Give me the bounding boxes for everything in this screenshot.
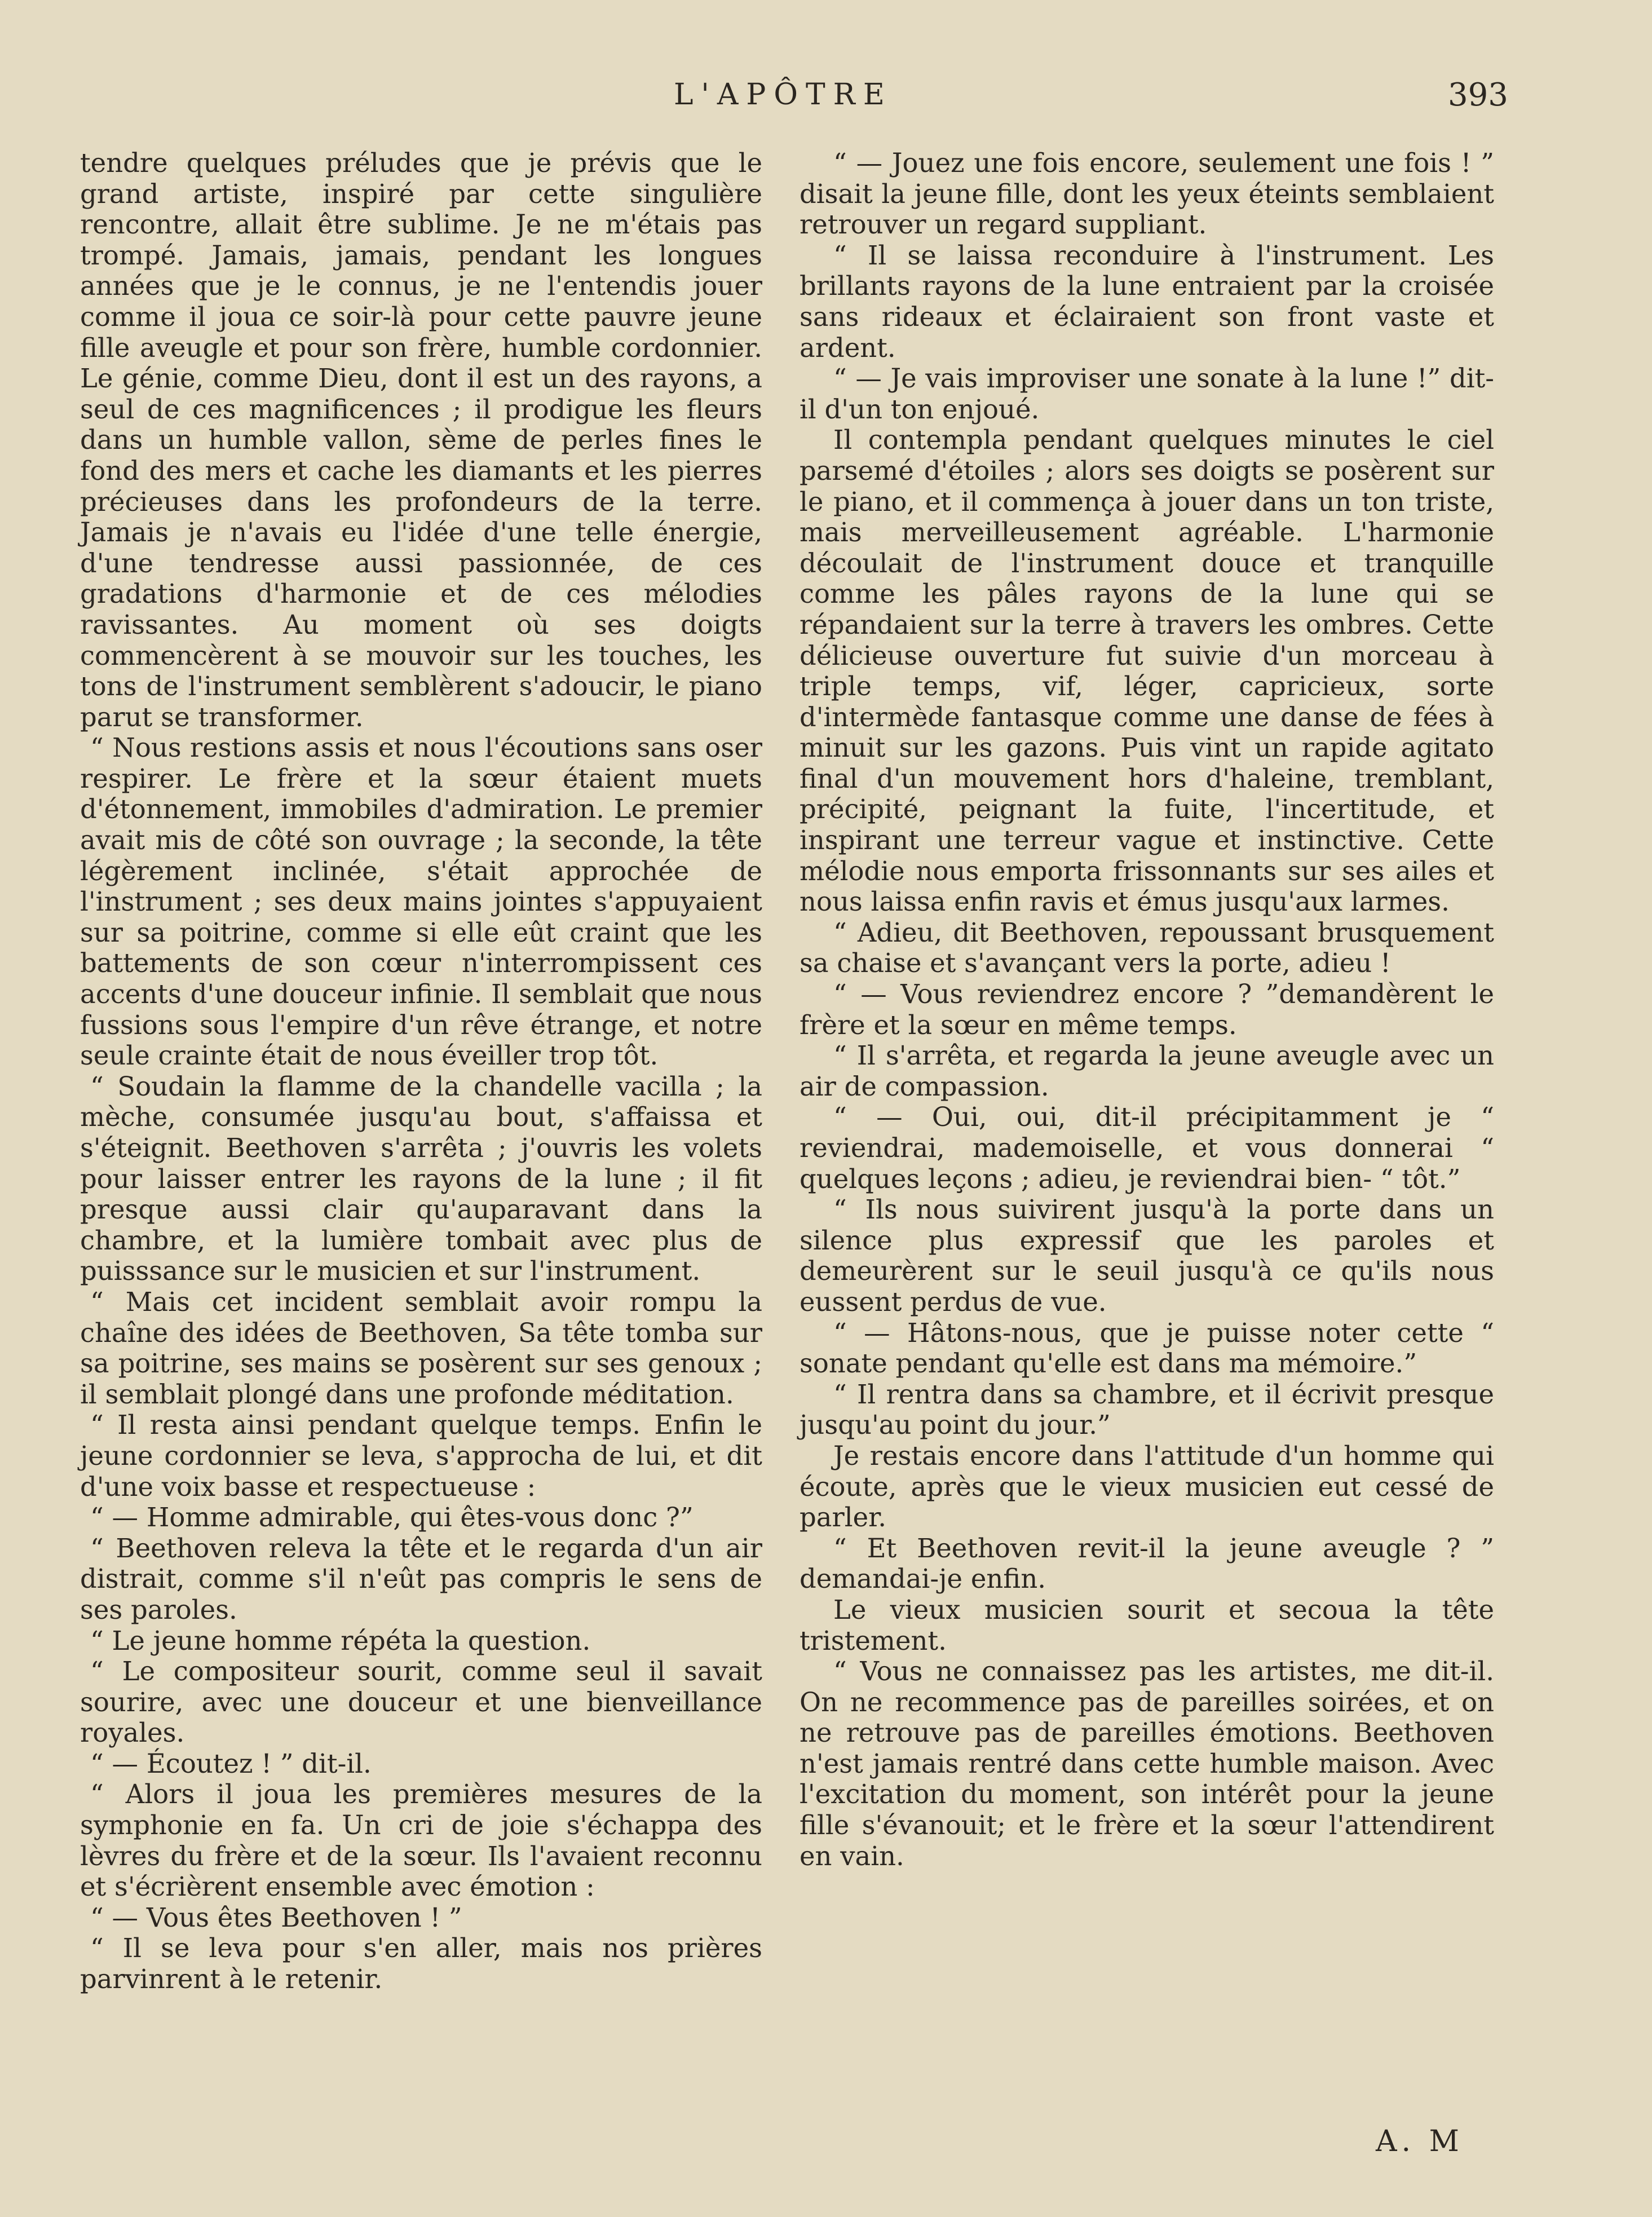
paragraph: “ — Oui, oui, dit-il précipitamment je “ reviendrai, mademoiselle, et vous donnerai “ quelques leçons ; adieu, je reviendrai bien- “ tôt.” bbox=[800, 1102, 1494, 1194]
paragraph: “ Il s'arrêta, et regarda la jeune aveugle avec un air de compassion. bbox=[800, 1040, 1494, 1102]
paragraph: “ Alors il joua les premières mesures de la symphonie en fa. Un cri de joie s'échappa des lèvres du frère et de la sœur. Ils l'avaient reconnu et s'écrièrent ensemble avec émotion : bbox=[80, 1779, 762, 1902]
paragraph: “ — Je vais improviser une sonate à la lune !” dit-il d'un ton enjoué. bbox=[800, 363, 1494, 425]
paragraph: “ Il se laissa reconduire à l'instrument. Les brillants rayons de la lune entraient par la croisée sans rideaux et éclairaient son front vaste et ardent. bbox=[800, 240, 1494, 363]
paragraph: “ Il resta ainsi pendant quelque temps. Enfin le jeune cordonnier se leva, s'approcha de lui, et dit d'une voix basse et respectueuse : bbox=[80, 1410, 762, 1502]
paragraph: “ — Vous reviendrez encore ? ”demandèrent le frère et la sœur en même temps. bbox=[800, 979, 1494, 1040]
paragraph: “ Nous restions assis et nous l'écoutions sans oser respirer. Le frère et la sœur étaient muets d'étonnement, immobiles d'admiration. Le premier avait mis de côté son ouvrage ; la seconde, la tête légèrement inclinée, s'était approchée de l'instrument ; ses deux mains jointes s'appuyaient sur sa poitrine, comme si elle eût craint que les battements de son cœur n'interrompissent ces accents d'une douceur infinie. Il semblait que nous fussions sous l'empire d'un rêve étrange, et notre seule crainte était de nous éveiller trop tôt. bbox=[80, 732, 762, 1071]
paragraph: Il contempla pendant quelques minutes le ciel parsemé d'étoiles ; alors ses doigts se posèrent sur le piano, et il commença à jouer dans un ton triste, mais merveilleusement agréable. L'harmonie découlait de l'instrument douce et tranquille comme les pâles rayons de la lune qui se répandaient sur la terre à travers les ombres. Cette délicieuse ouverture fut suivie d'un morceau à triple temps, vif, léger, capricieux, sorte d'intermède fantasque comme une danse de fées à minuit sur les gazons. Puis vint un rapide agitato final d'un mouvement hors d'haleine, tremblant, précipité, peignant la fuite, l'incertitude, et inspirant une terreur vague et instinctive. Cette mélodie nous emporta frissonnants sur ses ailes et nous laissa enfin ravis et émus jusqu'aux larmes. bbox=[800, 425, 1494, 917]
paragraph: “ Il se leva pour s'en aller, mais nos prières parvinrent à le retenir. bbox=[80, 1933, 762, 1995]
page-header bbox=[0, 68, 1652, 124]
paragraph: “ Vous ne connaissez pas les artistes, me dit-il. On ne recommence pas de pareilles soirées, et on ne retrouve pas de pareilles émotions. Beethoven n'est jamais rentré dans cette humble maison. Avec l'excitation du moment, son intérêt pour la jeune fille s'évanouit; et le frère et la sœur l'attendirent en vain. bbox=[800, 1656, 1494, 1871]
paragraph: “ Le jeune homme répéta la question. bbox=[90, 1625, 591, 1656]
paragraph: “ Beethoven releva la tête et le regarda d'un air distrait, comme s'il n'eût pas compris le sens de ses paroles. bbox=[80, 1533, 762, 1625]
paragraph: Le vieux musicien sourit et secoua la tête tristement. bbox=[800, 1594, 1494, 1656]
paragraph: “ Adieu, dit Beethoven, repoussant brusquement sa chaise et s'avançant vers la porte, adieu ! bbox=[800, 917, 1494, 979]
paragraph: “ — Vous êtes Beethoven ! ” bbox=[90, 1902, 462, 1933]
paragraph: tendre quelques préludes que je prévis que le grand artiste, inspiré par cette singulière rencontre, allait être sublime. Je ne m'étais pas trompé. Jamais, jamais, pendant les longues années que je le connus, je ne l'entendis jouer comme il joua ce soir-là pour cette pauvre jeune fille aveugle et pour son frère, humble cordonnier. Le génie, comme Dieu, dont il est un des rayons, a seul de ces magnificences ; il prodigue les fleurs dans un humble vallon, sème de perles fines le fond des mers et cache les diamants et les pierres précieuses dans les profondeurs de la terre. Jamais je n'avais eu l'idée d'une telle énergie, d'une tendresse aussi passionnée, de ces gradations d'harmonie et de ces mélodies ravissantes. Au moment où ses doigts commencèrent à se mouvoir sur les touches, les tons de l'instrument semblèrent s'adoucir, le piano parut se transformer. bbox=[80, 148, 762, 732]
paragraph: “ — Hâtons-nous, que je puisse noter cette “ sonate pendant qu'elle est dans ma mémoire.” bbox=[800, 1317, 1494, 1379]
paragraph: “ Il rentra dans sa chambre, et il écrivit presque jusqu'au point du jour.” bbox=[800, 1379, 1494, 1441]
paragraph: “ — Jouez une fois encore, seulement une fois ! ” disait la jeune fille, dont les yeux éteints semblaient retrouver un regard suppliant. bbox=[800, 148, 1494, 240]
author-signature: A. M bbox=[1376, 2125, 1464, 2158]
paragraph: “ Le compositeur sourit, comme seul il savait sourire, avec une douceur et une bienveillance royales. bbox=[80, 1656, 762, 1748]
paragraph: “ Soudain la flamme de la chandelle vacilla ; la mèche, consumée jusqu'au bout, s'affaissa et s'éteignit. Beethoven s'arrêta ; j'ouvris les volets pour laisser entrer les rayons de la lune ; il fit presque aussi clair qu'auparavant dans la chambre, et la lumière tombait avec plus de puisssance sur le musicien et sur l'instrument. bbox=[80, 1071, 762, 1287]
paragraph: “ — Écoutez ! ” dit-il. bbox=[90, 1748, 372, 1779]
left-text-column bbox=[80, 148, 762, 1995]
running-title: L'APÔTRE bbox=[674, 78, 893, 112]
paragraph: “ — Homme admirable, qui êtes-vous donc ?” bbox=[90, 1502, 694, 1533]
right-text-column bbox=[800, 148, 1494, 1871]
paragraph: “ Mais cet incident semblait avoir rompu la chaîne des idées de Beethoven, Sa tête tomba sur sa poitrine, ses mains se posèrent sur ses genoux ; il semblait plongé dans une profonde méditation. bbox=[80, 1286, 762, 1410]
page-number: 393 bbox=[1448, 77, 1508, 113]
paragraph: Je restais encore dans l'attitude d'un homme qui écoute, après que le vieux musicien eut cessé de parler. bbox=[800, 1440, 1494, 1533]
paragraph: “ Ils nous suivirent jusqu'à la porte dans un silence plus expressif que les paroles et demeurèrent sur le seuil jusqu'à ce qu'ils nous eussent perdus de vue. bbox=[800, 1194, 1494, 1317]
paragraph: “ Et Beethoven revit-il la jeune aveugle ? ” demandai-je enfin. bbox=[800, 1533, 1494, 1595]
